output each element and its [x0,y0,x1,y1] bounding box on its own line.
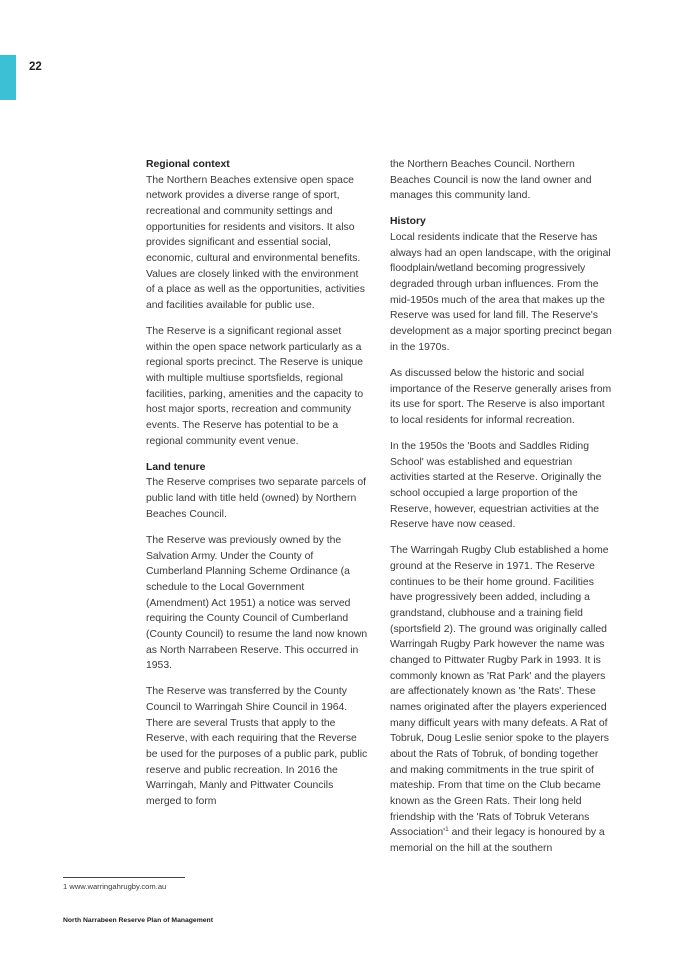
paragraph: The Reserve comprises two separate parcels of public land with title held (owned) by Northern Beaches Council. [146,477,367,520]
page-tab-marker [0,55,16,100]
paragraph-text: and their legacy is honoured by a memorial on the hill at the southern [390,827,605,854]
paragraph: The Northern Beaches extensive open space network provides a diverse range of sport, recreational and community settings and opportunities for residents and visitors. It also provides significant and essential social, economic, cultural and environmental benefits. Values are closely linked with the environment of a place as well as the opportunities, activities and facilities available for public use. [146,174,365,311]
paragraph: The Reserve was transferred by the County Council to Warringah Shire Council in 1964. There are several Trusts that apply to the Reserve, with each requiring that the Reverse be used for the purposes of a public park, public reserve and public recreation. In 2016 the Warringah, Manly and Pittwater Councils merged to form [146,686,368,807]
page-number: 22 [29,61,42,73]
footnote-divider [63,877,185,878]
paragraph: Local residents indicate that the Reserve has always had an open landscape, with the original floodplain/wetland becoming progressively degraded through urban influences. From the mid-1950s much of the area that makes up the Reserve was used for land fill. The Reserve's development as a major sporting precinct began in the 1970s. [390,232,612,353]
paragraph-continuation: the Northern Beaches Council. Northern Beaches Council is now the land owner and manages this community land. [390,159,592,202]
left-column [146,157,368,820]
section-heading-land-tenure: Land tenure [146,461,206,473]
footnote-reference[interactable]: 1 [445,826,449,834]
footnote: 1 www.warringahrugby.com.au [63,882,167,891]
document-footer-title: North Narrabeen Reserve Plan of Management [63,917,213,924]
paragraph: The Reserve is a significant regional asset within the open space network particularly as a regional sports precinct. The Reserve is unique with multiple multiuse sportsfields, regional facilities, parking, amenities and the capacity to host major sports, recreation and community events. The Reserve has potential to be a regional community event venue. [146,326,364,447]
section-heading-regional-context: Regional context [146,159,230,170]
paragraph: The Reserve was previously owned by the Salvation Army. Under the County of Cumberland Planning Scheme Ordinance (a schedule to the Local Government (Amendment) Act 1951) a notice was served requiring the County Council of Cumberland (County Council) to resume the land now known as North Narrabeen Reserve. This occurred in 1953. [146,534,368,672]
section-heading-history: History [390,216,426,228]
paragraph [390,543,612,856]
paragraph: As discussed below the historic and social importance of the Reserve generally arises from its use for sport. The Reserve is also important to local residents for informal recreation. [390,367,612,426]
right-column [390,157,612,867]
paragraph: In the 1950s the 'Boots and Saddles Riding School' was established and equestrian activities started at the Reserve. Originally the school occupied a large proportion of the Reserve, however, equestrian activities at the Reserve have now ceased. [390,441,602,531]
paragraph-text: The Warringah Rugby Club established a home ground at the Reserve in 1971. The Reserve continues to be their home ground. Facilities have progressively been added, including a grandstand, clubhouse and a training field (sportsfield 2). The ground was originally called Warringah Rugby Park however the name was changed to Pittwater Rugby Park in 1993. It is commonly known as 'Rat Park' and the players are affectionately known as 'the Rats'. These names originated after the players experienced many difficult years with many defeats. A Rat of Tobruk, Doug Leslie senior spoke to the players about the Rats of Tobruk, of bonding together and making commitments in the true spirit of mateship. From that time on the Club became known as the Green Rats. Their long held friendship with the 'Rats of Tobruk Veterans Association' [390,545,609,839]
